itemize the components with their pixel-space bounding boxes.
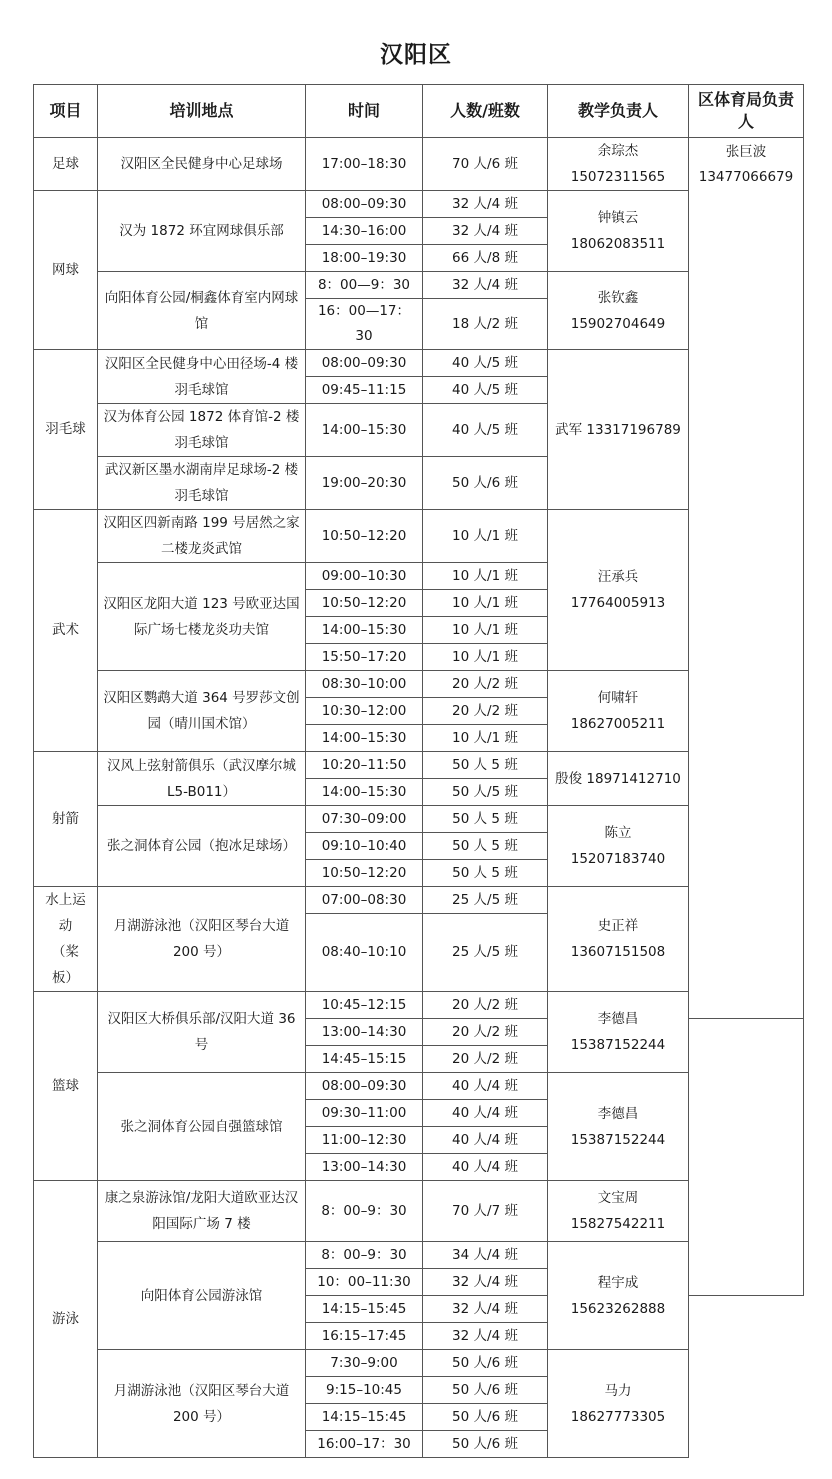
location-cell: 汉阳区四新南路 199 号居然之家二楼龙炎武馆 bbox=[98, 510, 306, 563]
time-cell: 08:30–10:00 bbox=[306, 671, 423, 698]
table-row bbox=[34, 671, 804, 698]
instructor-cell: 钟镇云 18062083511 bbox=[548, 191, 689, 272]
table-row bbox=[34, 752, 804, 779]
time-cell: 14:00–15:30 bbox=[306, 404, 423, 457]
capacity-cell: 50 人/6 班 bbox=[423, 1431, 548, 1458]
capacity-cell: 10 人/1 班 bbox=[423, 725, 548, 752]
time-cell: 8：00–9：30 bbox=[306, 1181, 423, 1242]
capacity-cell: 40 人/4 班 bbox=[423, 1127, 548, 1154]
capacity-cell: 50 人/6 班 bbox=[423, 1377, 548, 1404]
capacity-cell: 10 人/1 班 bbox=[423, 644, 548, 671]
capacity-cell: 70 人/7 班 bbox=[423, 1181, 548, 1242]
instructor-cell: 李德昌 15387152244 bbox=[548, 1073, 689, 1181]
location-cell: 向阳体育公园游泳馆 bbox=[98, 1242, 306, 1350]
instructor-cell: 史正祥 13607151508 bbox=[548, 887, 689, 992]
location-cell: 康之泉游泳馆/龙阳大道欧亚达汉阳国际广场 7 楼 bbox=[98, 1181, 306, 1242]
location-cell: 汉阳区鹦鹉大道 364 号罗莎文创园（晴川国术馆） bbox=[98, 671, 306, 752]
location-cell: 张之洞体育公园自强篮球馆 bbox=[98, 1073, 306, 1181]
capacity-cell: 25 人/5 班 bbox=[423, 914, 548, 992]
capacity-cell: 50 人 5 班 bbox=[423, 860, 548, 887]
time-cell: 08:00–09:30 bbox=[306, 350, 423, 377]
capacity-cell: 20 人/2 班 bbox=[423, 698, 548, 725]
table-row bbox=[34, 1242, 804, 1269]
location-cell: 汉为 1872 环宜网球俱乐部 bbox=[98, 191, 306, 272]
time-cell: 10:30–12:00 bbox=[306, 698, 423, 725]
header-location: 培训地点 bbox=[98, 85, 306, 138]
time-cell: 09:00–10:30 bbox=[306, 563, 423, 590]
time-cell: 19:00–20:30 bbox=[306, 457, 423, 510]
time-cell: 09:30–11:00 bbox=[306, 1100, 423, 1127]
time-cell: 16:00–17：30 bbox=[306, 1431, 423, 1458]
sport-name-cell: 游泳 bbox=[34, 1181, 98, 1458]
time-cell: 18:00–19:30 bbox=[306, 245, 423, 272]
capacity-cell: 25 人/5 班 bbox=[423, 887, 548, 914]
time-cell: 07:30–09:00 bbox=[306, 806, 423, 833]
capacity-cell: 10 人/1 班 bbox=[423, 590, 548, 617]
time-cell: 10:50–12:20 bbox=[306, 510, 423, 563]
capacity-cell: 50 人/5 班 bbox=[423, 779, 548, 806]
location-cell: 汉阳区全民健身中心足球场 bbox=[98, 138, 306, 191]
time-cell: 10:45–12:15 bbox=[306, 992, 423, 1019]
table-row bbox=[34, 350, 804, 377]
time-cell: 07:00–08:30 bbox=[306, 887, 423, 914]
time-cell: 09:45–11:15 bbox=[306, 377, 423, 404]
instructor-cell: 张钦鑫 15902704649 bbox=[548, 272, 689, 350]
capacity-cell: 40 人/4 班 bbox=[423, 1073, 548, 1100]
time-cell: 10:50–12:20 bbox=[306, 590, 423, 617]
capacity-cell: 40 人/4 班 bbox=[423, 1154, 548, 1181]
time-cell: 13:00–14:30 bbox=[306, 1154, 423, 1181]
capacity-cell: 40 人/5 班 bbox=[423, 404, 548, 457]
sport-name-cell: 水上运 动 （桨 板） bbox=[34, 887, 98, 992]
capacity-cell: 50 人 5 班 bbox=[423, 833, 548, 860]
capacity-cell: 20 人/2 班 bbox=[423, 1019, 548, 1046]
header-time: 时间 bbox=[306, 85, 423, 138]
time-cell: 8：00—9：30 bbox=[306, 272, 423, 299]
location-cell: 汉阳区大桥俱乐部/汉阳大道 36 号 bbox=[98, 992, 306, 1073]
capacity-cell: 32 人/4 班 bbox=[423, 191, 548, 218]
capacity-cell: 50 人/6 班 bbox=[423, 1404, 548, 1431]
instructor-cell: 程宇成 15623262888 bbox=[548, 1242, 689, 1350]
instructor-cell: 李德昌 15387152244 bbox=[548, 992, 689, 1073]
time-cell: 14:45–15:15 bbox=[306, 1046, 423, 1073]
location-cell: 汉为体育公园 1872 体育馆-2 楼羽毛球馆 bbox=[98, 404, 306, 457]
capacity-cell: 66 人/8 班 bbox=[423, 245, 548, 272]
capacity-cell: 40 人/5 班 bbox=[423, 377, 548, 404]
capacity-cell: 50 人/6 班 bbox=[423, 1350, 548, 1377]
sport-name-cell: 足球 bbox=[34, 138, 98, 191]
time-cell: 11:00–12:30 bbox=[306, 1127, 423, 1154]
capacity-cell: 50 人 5 班 bbox=[423, 752, 548, 779]
sport-name-cell: 射箭 bbox=[34, 752, 98, 887]
location-cell: 向阳体育公园/桐鑫体育室内网球馆 bbox=[98, 272, 306, 350]
capacity-cell: 20 人/2 班 bbox=[423, 992, 548, 1019]
header-instructor: 教学负责人 bbox=[548, 85, 689, 138]
time-cell: 14:15–15:45 bbox=[306, 1404, 423, 1431]
capacity-cell: 50 人 5 班 bbox=[423, 806, 548, 833]
location-cell: 月湖游泳池（汉阳区琴台大道 200 号） bbox=[98, 887, 306, 992]
time-cell: 09:10–10:40 bbox=[306, 833, 423, 860]
capacity-cell: 32 人/4 班 bbox=[423, 272, 548, 299]
table-row bbox=[34, 191, 804, 218]
capacity-cell: 40 人/5 班 bbox=[423, 350, 548, 377]
time-cell: 15:50–17:20 bbox=[306, 644, 423, 671]
instructor-cell: 汪承兵 17764005913 bbox=[548, 510, 689, 671]
table-row bbox=[34, 992, 804, 1019]
time-cell: 10:50–12:20 bbox=[306, 860, 423, 887]
time-cell: 13:00–14:30 bbox=[306, 1019, 423, 1046]
capacity-cell: 10 人/1 班 bbox=[423, 510, 548, 563]
bureau-contact-cell bbox=[689, 1019, 804, 1296]
capacity-cell: 34 人/4 班 bbox=[423, 1242, 548, 1269]
capacity-cell: 50 人/6 班 bbox=[423, 457, 548, 510]
location-cell: 张之洞体育公园（抱冰足球场） bbox=[98, 806, 306, 887]
table-row bbox=[34, 272, 804, 299]
capacity-cell: 10 人/1 班 bbox=[423, 563, 548, 590]
header-row bbox=[34, 85, 804, 138]
table-row bbox=[34, 806, 804, 833]
schedule-table bbox=[33, 84, 804, 1458]
table-row bbox=[34, 138, 804, 191]
table-row bbox=[34, 1350, 804, 1377]
sport-name-cell: 羽毛球 bbox=[34, 350, 98, 510]
time-cell: 9:15–10:45 bbox=[306, 1377, 423, 1404]
location-cell: 武汉新区墨水湖南岸足球场-2 楼羽毛球馆 bbox=[98, 457, 306, 510]
time-cell: 08:40–10:10 bbox=[306, 914, 423, 992]
capacity-cell: 32 人/4 班 bbox=[423, 218, 548, 245]
time-cell: 08:00–09:30 bbox=[306, 191, 423, 218]
time-cell: 17:00–18:30 bbox=[306, 138, 423, 191]
table-row bbox=[34, 1181, 804, 1242]
capacity-cell: 70 人/6 班 bbox=[423, 138, 548, 191]
time-cell: 7:30–9:00 bbox=[306, 1350, 423, 1377]
sport-name-cell: 网球 bbox=[34, 191, 98, 350]
time-cell: 8：00–9：30 bbox=[306, 1242, 423, 1269]
time-cell: 08:00–09:30 bbox=[306, 1073, 423, 1100]
location-cell: 汉阳区全民健身中心田径场-4 楼羽毛球馆 bbox=[98, 350, 306, 404]
instructor-cell: 何啸轩 18627005211 bbox=[548, 671, 689, 752]
location-cell: 汉风上弦射箭俱乐（武汉摩尔城 L5-B011） bbox=[98, 752, 306, 806]
capacity-cell: 20 人/2 班 bbox=[423, 671, 548, 698]
location-cell: 月湖游泳池（汉阳区琴台大道 200 号） bbox=[98, 1350, 306, 1458]
time-cell: 14:00–15:30 bbox=[306, 779, 423, 806]
sport-name-cell: 篮球 bbox=[34, 992, 98, 1181]
time-cell: 16:15–17:45 bbox=[306, 1323, 423, 1350]
capacity-cell: 18 人/2 班 bbox=[423, 299, 548, 350]
instructor-cell: 马力 18627773305 bbox=[548, 1350, 689, 1458]
sport-name-cell: 武术 bbox=[34, 510, 98, 752]
time-cell: 10：00–11:30 bbox=[306, 1269, 423, 1296]
page-title: 汉阳区 bbox=[380, 42, 452, 68]
time-cell: 16：00—17：30 bbox=[306, 299, 423, 350]
header-bureau-contact: 区体育局负责人 bbox=[689, 85, 804, 138]
instructor-cell: 文宝周 15827542211 bbox=[548, 1181, 689, 1242]
table-row bbox=[34, 887, 804, 914]
capacity-cell: 32 人/4 班 bbox=[423, 1296, 548, 1323]
time-cell: 14:30–16:00 bbox=[306, 218, 423, 245]
instructor-cell: 余琮杰 15072311565 bbox=[548, 138, 689, 191]
time-cell: 14:15–15:45 bbox=[306, 1296, 423, 1323]
location-cell: 汉阳区龙阳大道 123 号欧亚达国际广场七楼龙炎功夫馆 bbox=[98, 563, 306, 671]
instructor-cell: 殷俊 18971412710 bbox=[548, 752, 689, 806]
capacity-cell: 10 人/1 班 bbox=[423, 617, 548, 644]
instructor-cell: 武军 13317196789 bbox=[548, 350, 689, 510]
time-cell: 14:00–15:30 bbox=[306, 617, 423, 644]
time-cell: 10:20–11:50 bbox=[306, 752, 423, 779]
table-body bbox=[34, 138, 804, 1458]
header-sport: 项目 bbox=[34, 85, 98, 138]
instructor-cell: 陈立 15207183740 bbox=[548, 806, 689, 887]
capacity-cell: 20 人/2 班 bbox=[423, 1046, 548, 1073]
table-row bbox=[34, 1073, 804, 1100]
header-capacity: 人数/班数 bbox=[423, 85, 548, 138]
time-cell: 14:00–15:30 bbox=[306, 725, 423, 752]
table-row bbox=[34, 510, 804, 563]
capacity-cell: 32 人/4 班 bbox=[423, 1269, 548, 1296]
capacity-cell: 40 人/4 班 bbox=[423, 1100, 548, 1127]
capacity-cell: 32 人/4 班 bbox=[423, 1323, 548, 1350]
bureau-contact-cell: 张巨波 13477066679 bbox=[689, 138, 804, 1019]
